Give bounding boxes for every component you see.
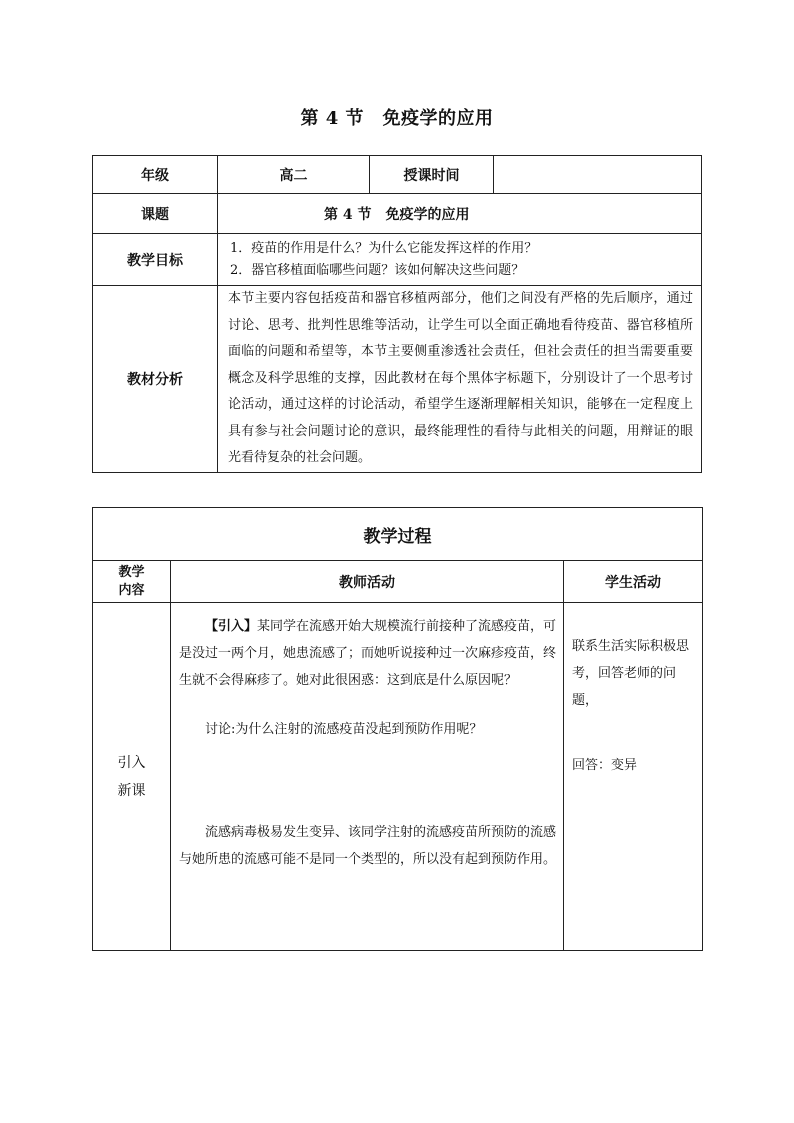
- col-header-student: 学生活动: [564, 561, 703, 603]
- time-value: [494, 156, 702, 194]
- student-activity-cell: [564, 603, 703, 951]
- topic-value: 第 4 节 免疫学的应用: [218, 194, 702, 234]
- col-header-content-line: 教学: [118, 564, 145, 580]
- intro-text: 某同学在流感开始大规模流行前接种了流感疫苗，可是没过一两个月，她患流感了；而她听说接种过一次麻疹疫苗，终生就不会得麻疹了。她对此很困惑：这到底是什么原因呢？: [179, 619, 557, 688]
- analysis-text: 本节主要内容包括疫苗和器官移植两部分，他们之间没有严格的先后顺序，通过讨论、思考、批判性思维等活动，让学生可以全面正确地看待疫苗、器官移植所面临的问题和希望等，本节主要侧重渗透社会责任，但社会责任的担当需要重要概念及科学思维的支撑，因此教材在每个黑体字标题下，分别设计了一个思考讨论活动，通过这样的讨论活动，希望学生逐渐理解相关知识，能够在一定程度上具有参与社会问题讨论的意识，最终能理性的看待与此相关的问题，用辩证的眼光看待复杂的社会问题。: [218, 286, 702, 473]
- teacher-paragraph: [179, 613, 557, 694]
- time-label: 授课时间: [370, 156, 494, 194]
- lesson-info-table: [92, 155, 702, 473]
- col-header-content: [93, 561, 171, 603]
- discussion-answer: 流感病毒极易发生变异、该同学注射的流感疫苗所预防的流感与她所患的流感可能不是同一个类型的，所以没有起到预防作用。: [179, 825, 557, 867]
- student-answer: 回答：变异: [572, 758, 638, 773]
- grade-value: 高二: [218, 156, 370, 194]
- col-header-teacher: 教师活动: [171, 561, 564, 603]
- student-response: 联系生活实际积极思考，回答老师的问题，: [572, 639, 690, 708]
- process-title: 教学过程: [93, 508, 703, 561]
- analysis-label: 教材分析: [93, 286, 218, 473]
- page-title: 第 4 节 免疫学的应用: [300, 108, 494, 129]
- topic-label: 课题: [93, 194, 218, 234]
- goal-item: 2．器官移植面临哪些问题？该如何解决这些问题？: [230, 262, 525, 278]
- col-header-content-line: 内容: [118, 582, 145, 598]
- content-line: 新课: [117, 782, 146, 799]
- goal-label: 教学目标: [93, 234, 218, 286]
- goal-cell: [218, 234, 702, 286]
- content-cell-intro: [93, 603, 171, 951]
- discussion-question: 讨论:为什么注射的流感疫苗没起到预防作用呢？: [205, 722, 483, 737]
- grade-label: 年级: [93, 156, 218, 194]
- teacher-activity-cell: [171, 603, 564, 951]
- teaching-process-table: [92, 507, 703, 951]
- intro-bracket: 【引入】: [205, 619, 258, 634]
- content-line: 引入: [117, 754, 146, 771]
- goal-item: 1．疫苗的作用是什么？为什么它能发挥这样的作用？: [230, 240, 538, 256]
